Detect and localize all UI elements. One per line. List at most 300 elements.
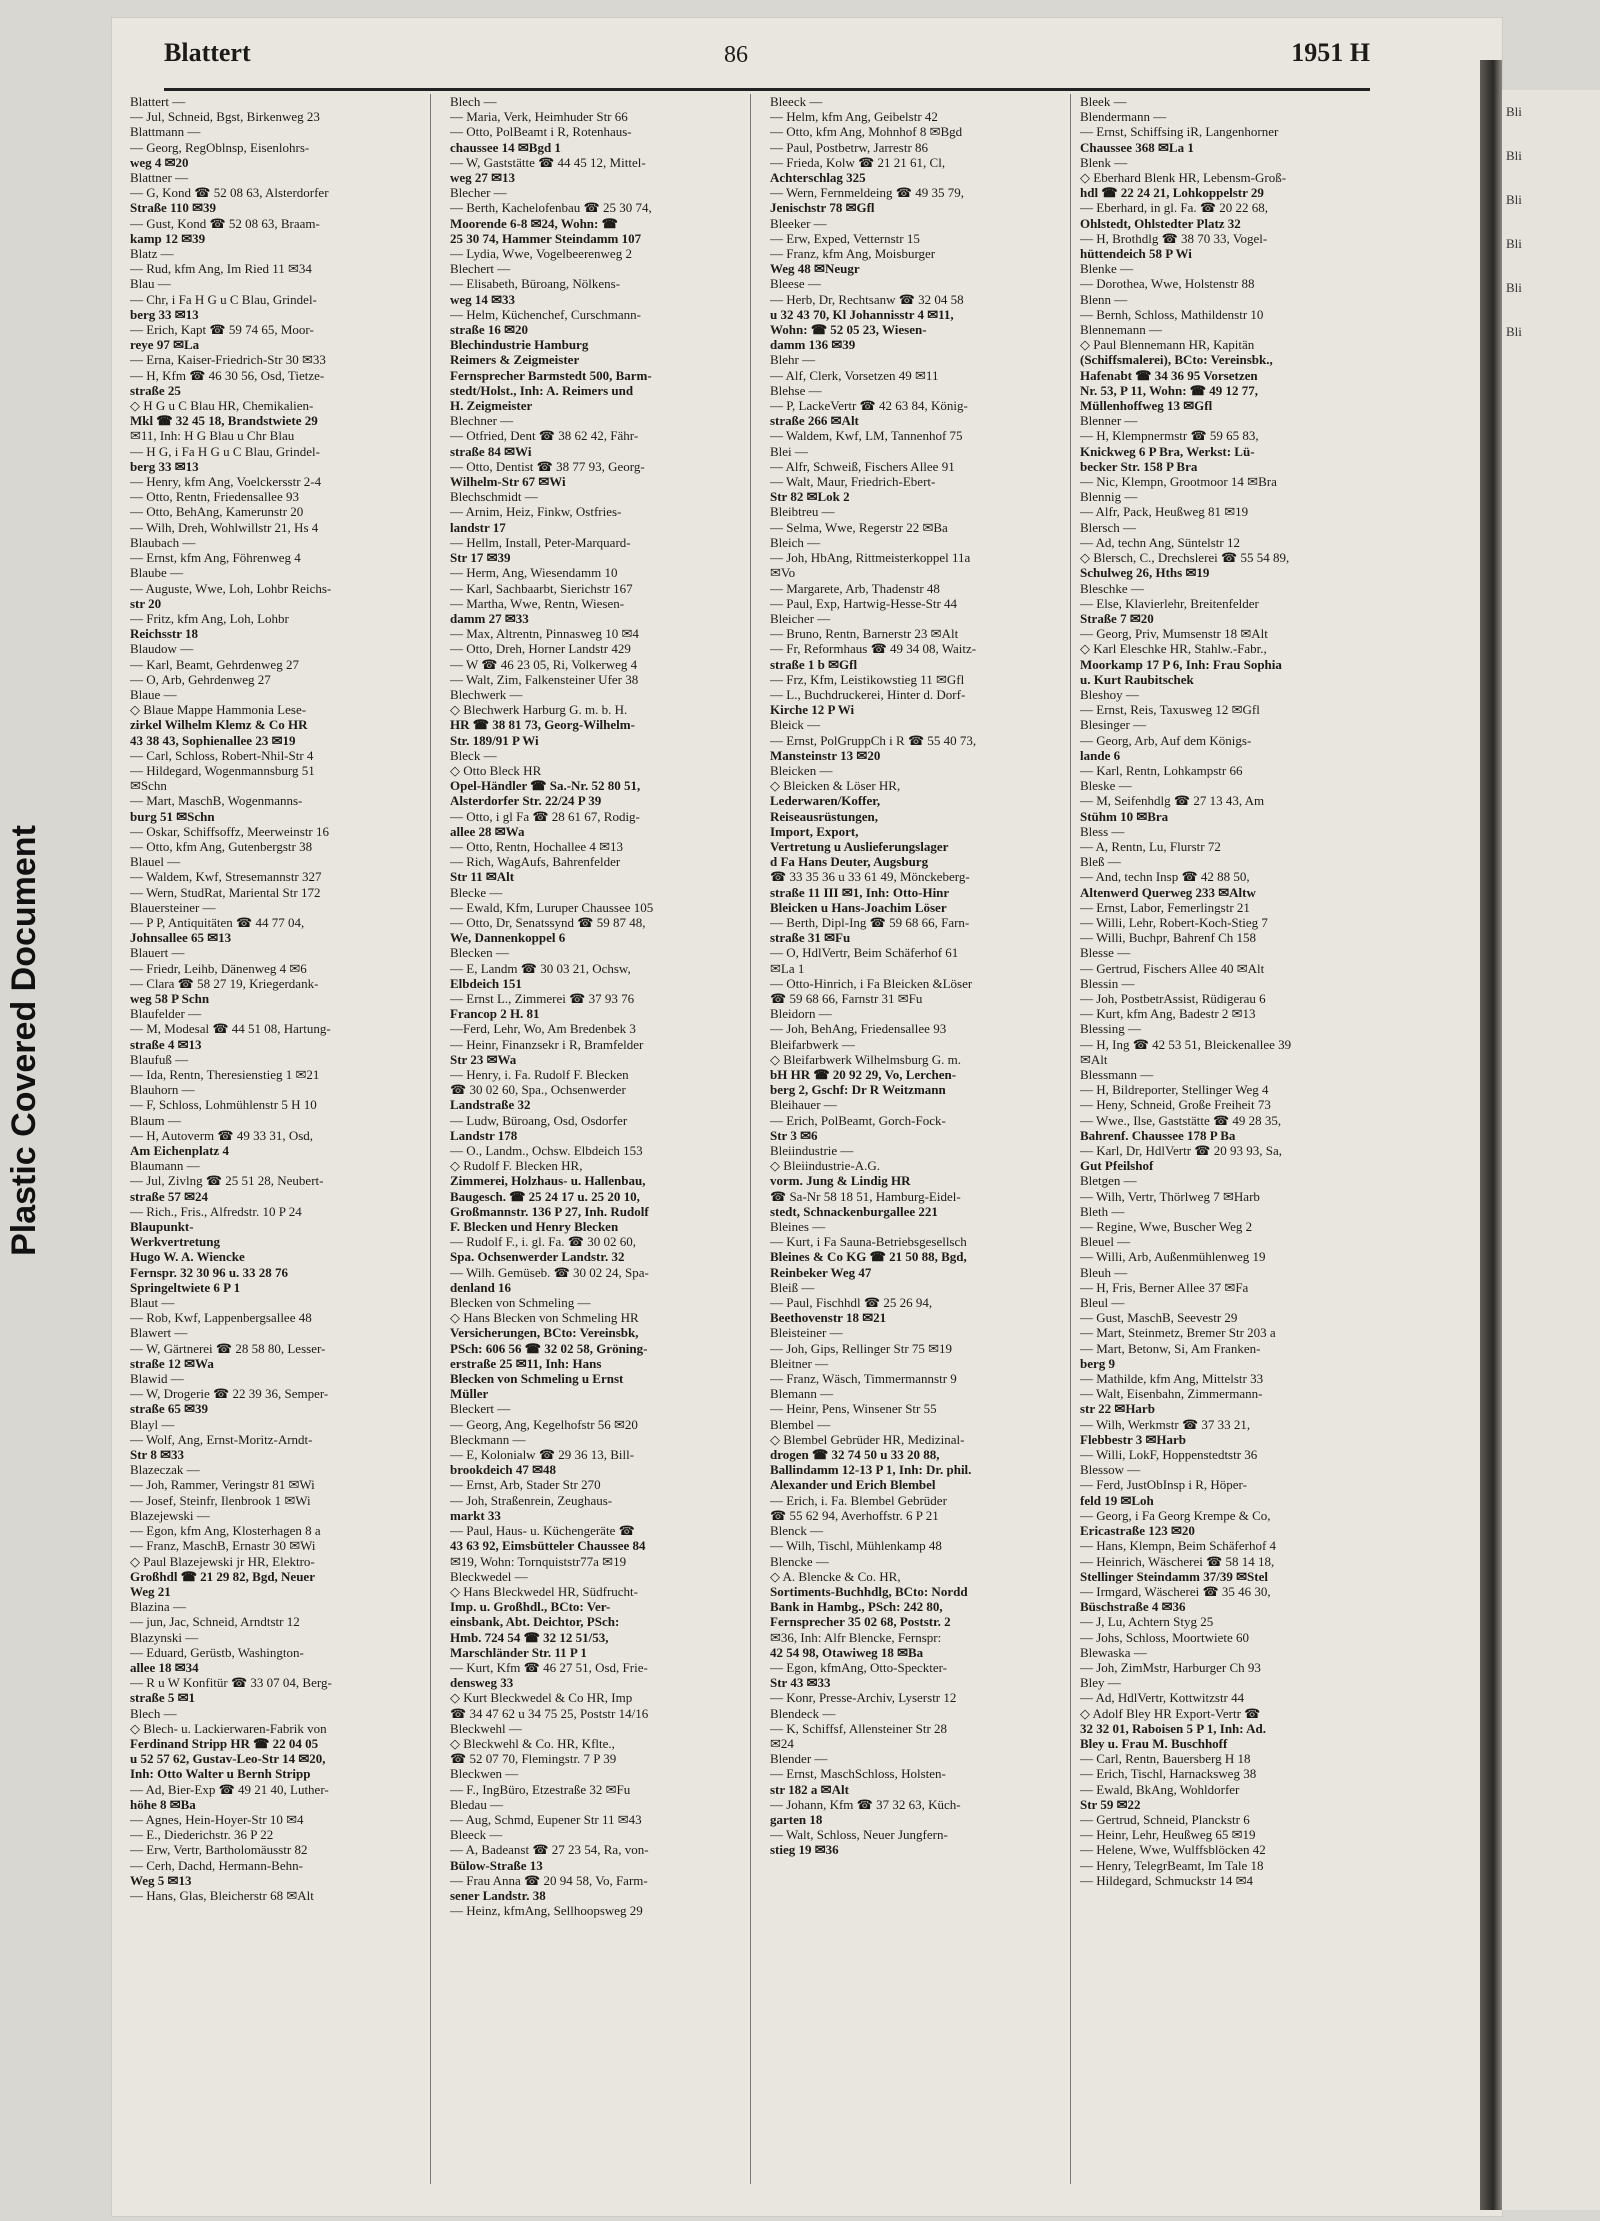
directory-line: — Otto-Hinrich, i Fa Bleicken &Löser bbox=[770, 975, 973, 991]
directory-line: u 52 57 62, Gustav-Leo-Str 14 ✉20, bbox=[130, 1751, 326, 1767]
directory-line: — Gertrud, Schneid, Planckstr 6 bbox=[1080, 1811, 1250, 1827]
directory-line: Blewaska — bbox=[1080, 1644, 1147, 1660]
next-page-fragment: Bli bbox=[1506, 280, 1522, 295]
directory-line: Blauersteiner — bbox=[130, 899, 216, 915]
directory-line: Bleiindustrie — bbox=[770, 1143, 854, 1159]
directory-line: Bleines & Co KG ☎ 21 50 88, Bgd, bbox=[770, 1249, 967, 1265]
directory-line: — Otto, PolBeamt i R, Rotenhaus- bbox=[450, 124, 632, 140]
directory-line: — Jul, Schneid, Bgst, Birkenweg 23 bbox=[130, 109, 320, 125]
directory-line: ◇ Bleifarbwerk Wilhelmsburg G. m. bbox=[770, 1051, 961, 1067]
directory-line: — Rob, Kwf, Lappenbergsallee 48 bbox=[130, 1310, 312, 1326]
directory-line: — Lydia, Wwe, Vogelbeerenweg 2 bbox=[450, 246, 632, 262]
directory-line: Fernsprecher 35 02 68, Poststr. 2 bbox=[770, 1614, 951, 1630]
directory-line: ✉La 1 bbox=[770, 960, 805, 976]
directory-line: straße 4 ✉13 bbox=[130, 1036, 202, 1052]
directory-line: — Otto, Dentist ☎ 38 77 93, Georg- bbox=[450, 458, 645, 474]
directory-line: — Franz, Wäsch, Timmermannstr 9 bbox=[770, 1371, 957, 1387]
directory-line: F. Blecken und Henry Blecken bbox=[450, 1219, 619, 1235]
directory-line: 25 30 74, Hammer Steindamm 107 bbox=[450, 230, 642, 246]
directory-line: — Otto, Dreh, Horner Landstr 429 bbox=[450, 641, 631, 657]
directory-line: — Clara ☎ 58 27 19, Kriegerdank- bbox=[130, 975, 319, 991]
directory-line: — Ernst L., Zimmerei ☎ 37 93 76 bbox=[450, 990, 635, 1006]
directory-line: Am Eichenplatz 4 bbox=[130, 1143, 229, 1159]
directory-line: einsbank, Abt. Deichtor, PSch: bbox=[450, 1614, 620, 1630]
directory-line: ◇ Blersch, C., Drechslerei ☎ 55 54 89, bbox=[1080, 550, 1290, 566]
directory-line: drogen ☎ 32 74 50 u 33 20 88, bbox=[770, 1447, 940, 1463]
plastic-cover-label bbox=[2, 760, 46, 1320]
directory-line: — Paul, Haus- u. Küchengeräte ☎ bbox=[450, 1523, 635, 1539]
directory-line: — Heinz, kfmAng, Sellhoopsweg 29 bbox=[450, 1903, 643, 1919]
directory-line: — Paul, Postbetrw, Jarrestr 86 bbox=[770, 139, 929, 155]
directory-line: Blech — bbox=[450, 94, 497, 109]
directory-line: ✉19, Wohn: Tornquiststr77a ✉19 bbox=[450, 1553, 627, 1569]
directory-line: Blau — bbox=[130, 276, 171, 292]
directory-line: Imp. u. Großhdl., BCto: Ver- bbox=[450, 1599, 611, 1615]
directory-line: — Elisabeth, Büroang, Nölkens- bbox=[450, 276, 621, 292]
directory-line: bH HR ☎ 20 92 29, Vo, Lerchen- bbox=[770, 1067, 957, 1082]
directory-line: — F., IngBüro, Etzestraße 32 ✉Fu bbox=[450, 1781, 631, 1797]
directory-line: — Walt, Schloss, Neuer Jungfern- bbox=[770, 1827, 948, 1843]
directory-line: — Alfr, Pack, Heußweg 81 ✉19 bbox=[1080, 504, 1249, 520]
directory-line: — Walt, Zim, Falkensteiner Ufer 38 bbox=[450, 671, 639, 687]
directory-line: Blennemann — bbox=[1080, 322, 1162, 338]
directory-line: ◇ Eberhard Blenk HR, Lebensm-Groß- bbox=[1080, 170, 1287, 186]
directory-line: u 32 43 70, Kl Johannisstr 4 ✉11, bbox=[770, 306, 954, 322]
directory-line: ✉Alt bbox=[1080, 1051, 1108, 1067]
directory-line: Hmb. 724 54 ☎ 32 12 51/53, bbox=[450, 1629, 609, 1645]
directory-line: Nr. 53, P 11, Wohn: ☎ 49 12 77, bbox=[1080, 382, 1259, 398]
directory-line: — And, techn Insp ☎ 42 88 50, bbox=[1080, 869, 1250, 885]
directory-line: — Otfried, Dent ☎ 38 62 42, Fähr- bbox=[450, 428, 639, 444]
directory-line: — E, Kolonialw ☎ 29 36 13, Bill- bbox=[450, 1447, 635, 1463]
directory-line: — Ernst, Labor, Femerlingstr 21 bbox=[1080, 899, 1250, 915]
directory-line: — Friedr, Leihb, Dänenweg 4 ✉6 bbox=[130, 960, 307, 976]
directory-line: — Otto, Rentn, Hochallee 4 ✉13 bbox=[450, 838, 623, 854]
directory-line: Blenner — bbox=[1080, 413, 1138, 429]
directory-line: Blessmann — bbox=[1080, 1067, 1154, 1082]
directory-line: Johnsallee 65 ✉13 bbox=[130, 930, 232, 946]
directory-line: — P, LackeVertr ☎ 42 63 84, König- bbox=[770, 398, 968, 414]
directory-line: HR ☎ 38 81 73, Georg-Wilhelm- bbox=[450, 717, 635, 733]
directory-line: höhe 8 ✉Ba bbox=[130, 1796, 196, 1812]
directory-line: Bleß — bbox=[1080, 854, 1121, 870]
next-page-edge bbox=[1502, 90, 1600, 2210]
directory-line: — P P, Antiquitäten ☎ 44 77 04, bbox=[130, 914, 305, 930]
directory-line: — Kurt, kfm Ang, Badestr 2 ✉13 bbox=[1080, 1006, 1256, 1022]
directory-line: — Wilh, Dreh, Wohlwillstr 21, Hs 4 bbox=[130, 519, 319, 535]
directory-line: Bleidorn — bbox=[770, 1006, 832, 1022]
directory-line: Blawert — bbox=[130, 1325, 188, 1341]
directory-line: — Joh, BehAng, Friedensallee 93 bbox=[770, 1021, 947, 1037]
directory-line: — Walt, Eisenbahn, Zimmermann- bbox=[1080, 1386, 1263, 1402]
directory-line: Blatz — bbox=[130, 246, 174, 262]
directory-line: Baugesch. ☎ 25 24 17 u. 25 20 10, bbox=[450, 1188, 640, 1204]
directory-line: straße 16 ✉20 bbox=[450, 322, 529, 338]
directory-line: Straße 110 ✉39 bbox=[130, 200, 217, 216]
directory-line: — Joh, Gips, Rellinger Str 75 ✉19 bbox=[770, 1340, 953, 1356]
directory-line: — Herm, Ang, Wiesendamm 10 bbox=[450, 565, 618, 581]
directory-line: Großmannstr. 136 P 27, Inh. Rudolf bbox=[450, 1203, 649, 1219]
directory-line: Straße 7 ✉20 bbox=[1080, 610, 1154, 626]
directory-line: Bleeck — bbox=[450, 1827, 503, 1843]
directory-line: Blazynski — bbox=[130, 1629, 199, 1645]
directory-columns bbox=[120, 94, 1370, 2184]
directory-line: Blender — bbox=[770, 1751, 828, 1767]
directory-line: markt 33 bbox=[450, 1507, 501, 1523]
directory-line: Blattmann — bbox=[130, 124, 201, 140]
directory-line: Ohlstedt, Ohlstedter Platz 32 bbox=[1080, 215, 1241, 231]
directory-line: ☎ 55 62 94, Averhoffstr. 6 P 21 bbox=[770, 1507, 939, 1523]
directory-line: — Nic, Klempn, Grootmoor 14 ✉Bra bbox=[1080, 474, 1277, 490]
directory-line: — Mart, Betonw, Si, Am Franken- bbox=[1080, 1340, 1261, 1356]
directory-line: Bleicken — bbox=[770, 762, 833, 778]
directory-line: Blauhorn — bbox=[130, 1082, 195, 1098]
directory-line: Str 17 ✉39 bbox=[450, 550, 511, 566]
directory-line: — R u W Konfitür ☎ 33 07 04, Berg- bbox=[130, 1675, 332, 1691]
directory-line: Blecken von Schmeling u Ernst bbox=[450, 1371, 624, 1387]
directory-line: Bleek — bbox=[1080, 94, 1127, 109]
directory-line: straße 57 ✉24 bbox=[130, 1188, 209, 1204]
directory-line: kamp 12 ✉39 bbox=[130, 230, 206, 246]
directory-line: ◇ Blech- u. Lackierwaren-Fabrik von bbox=[130, 1720, 327, 1736]
directory-line: ◇ A. Blencke & Co. HR, bbox=[770, 1568, 901, 1584]
directory-line: Landstraße 32 bbox=[450, 1097, 531, 1113]
directory-line: — Konr, Presse-Archiv, Lyserstr 12 bbox=[770, 1690, 957, 1706]
directory-line: — Frz, Kfm, Leistikowstieg 11 ✉Gfl bbox=[770, 671, 965, 687]
directory-line: Str 11 ✉Alt bbox=[450, 869, 515, 885]
directory-line: Inh: Otto Walter u Bernh Stripp bbox=[130, 1766, 311, 1782]
directory-line: Kirche 12 P Wi bbox=[770, 702, 855, 718]
directory-line: ◇ Paul Blennemann HR, Kapitän bbox=[1080, 337, 1255, 353]
directory-line: — Egon, kfm Ang, Klosterhagen 8 a bbox=[130, 1523, 321, 1539]
next-page-fragment: Bli bbox=[1506, 324, 1522, 339]
directory-line: 43 63 92, Eimsbütteler Chaussee 84 bbox=[450, 1538, 646, 1554]
directory-line: — Karl, Beamt, Gehrdenweg 27 bbox=[130, 656, 299, 672]
directory-line: Bleck — bbox=[450, 747, 497, 763]
directory-line: — Cerh, Dachd, Hermann-Behn- bbox=[130, 1857, 303, 1873]
directory-line: Blaumann — bbox=[130, 1158, 200, 1174]
directory-line: Blembel — bbox=[770, 1416, 831, 1432]
directory-line: — L., Buchdruckerei, Hinter d. Dorf- bbox=[770, 686, 966, 702]
directory-line: — Johs, Schloss, Moortwiete 60 bbox=[1080, 1629, 1249, 1645]
directory-line: ✉Vo bbox=[770, 565, 796, 581]
directory-line: Blessin — bbox=[1080, 975, 1135, 991]
directory-line: We, Dannenkoppel 6 bbox=[450, 930, 566, 946]
directory-line: Sortiments-Buchhdlg, BCto: Nordd bbox=[770, 1583, 968, 1599]
directory-line: — H, Fris, Berner Allee 37 ✉Fa bbox=[1080, 1279, 1249, 1295]
directory-line: Bleeker — bbox=[770, 215, 827, 231]
directory-line: stieg 19 ✉36 bbox=[770, 1842, 839, 1858]
directory-line: — Berth, Dipl-Ing ☎ 59 68 66, Farn- bbox=[770, 914, 970, 930]
directory-line: — Selma, Wwe, Regerstr 22 ✉Ba bbox=[770, 519, 948, 535]
directory-line: — Paul, Fischhdl ☎ 25 26 94, bbox=[770, 1295, 933, 1311]
directory-line: — Gust, MaschB, Seevestr 29 bbox=[1080, 1310, 1238, 1326]
directory-line: — Willi, Lehr, Robert-Koch-Stieg 7 bbox=[1080, 914, 1268, 930]
directory-line: straße 1 b ✉Gfl bbox=[770, 656, 858, 672]
directory-line: — Irmgard, Wäscherei ☎ 35 46 30, bbox=[1080, 1583, 1271, 1599]
page-number: 86 bbox=[724, 42, 748, 68]
directory-line: ☎ 34 47 62 u 34 75 25, Poststr 14/16 bbox=[450, 1705, 649, 1721]
directory-line: stedt/Holst., Inh: A. Reimers und bbox=[450, 382, 634, 398]
directory-line: — Wwe., Ilse, Gaststätte ☎ 49 28 35, bbox=[1080, 1112, 1282, 1128]
directory-line: — Otto, BehAng, Kamerunstr 20 bbox=[130, 504, 304, 520]
directory-line: — Willi, LokF, Hoppenstedtstr 36 bbox=[1080, 1447, 1258, 1463]
directory-line: — Heinrich, Wäscherei ☎ 58 14 18, bbox=[1080, 1553, 1275, 1569]
directory-line: — Auguste, Wwe, Loh, Lohbr Reichs- bbox=[130, 580, 332, 596]
directory-line: ☎ 33 35 36 u 33 61 49, Mönckeberg- bbox=[770, 869, 970, 885]
directory-line: — Fritz, kfm Ang, Loh, Lohbr bbox=[130, 610, 289, 626]
directory-line: Blaubach — bbox=[130, 534, 196, 550]
directory-line: densweg 33 bbox=[450, 1675, 514, 1691]
directory-line: ◇ Otto Bleck HR bbox=[450, 762, 542, 778]
directory-line: — Alf, Clerk, Vorsetzen 49 ✉11 bbox=[770, 367, 939, 383]
directory-line: ◇ Blaue Mappe Hammonia Lese- bbox=[130, 702, 307, 718]
directory-line: PSch: 606 56 ☎ 32 02 58, Gröning- bbox=[450, 1340, 648, 1356]
directory-line: Blech — bbox=[130, 1705, 177, 1721]
directory-line: Import, Export, bbox=[770, 823, 859, 839]
directory-line: Blenn — bbox=[1080, 291, 1128, 307]
directory-line: Hugo W. A. Wiencke bbox=[130, 1249, 245, 1265]
directory-line: straße 84 ✉Wi bbox=[450, 443, 532, 459]
directory-line: Landstr 178 bbox=[450, 1127, 518, 1143]
directory-line: Stellinger Steindamm 37/39 ✉Stel bbox=[1080, 1568, 1268, 1584]
directory-line: Büschstraße 4 ✉36 bbox=[1080, 1599, 1186, 1615]
directory-line: — Heny, Schneid, Große Freiheit 73 bbox=[1080, 1097, 1271, 1113]
directory-line: Bleuel — bbox=[1080, 1234, 1131, 1250]
directory-line: — Joh, HbAng, Rittmeisterkoppel 11a bbox=[770, 550, 971, 566]
directory-line: Achterschlag 325 bbox=[770, 170, 866, 186]
directory-line: — Erw, Vertr, Bartholomäusstr 82 bbox=[130, 1842, 308, 1858]
directory-line: Blenck — bbox=[770, 1523, 824, 1539]
directory-line: Bleitner — bbox=[770, 1355, 829, 1371]
directory-line: hüttendeich 58 P Wi bbox=[1080, 246, 1192, 262]
directory-line: — Otto, i gl Fa ☎ 28 61 67, Rodig- bbox=[450, 808, 640, 824]
directory-line: Bleckert — bbox=[450, 1401, 511, 1417]
directory-line: Blehse — bbox=[770, 382, 822, 398]
directory-line: — Willi, Buchpr, Bahrenf Ch 158 bbox=[1080, 930, 1257, 946]
directory-line: Spa. Ochsenwerder Landstr. 32 bbox=[450, 1249, 625, 1265]
directory-line: Blennig — bbox=[1080, 489, 1138, 505]
directory-line: Str. 189/91 P Wi bbox=[450, 732, 539, 748]
directory-line: — Agnes, Hein-Hoyer-Str 10 ✉4 bbox=[130, 1811, 304, 1827]
directory-line: — Frieda, Kolw ☎ 21 21 61, Cl, bbox=[770, 154, 946, 170]
directory-line: Ericastraße 123 ✉20 bbox=[1080, 1523, 1195, 1539]
directory-line: — Johann, Kfm ☎ 37 32 63, Küch- bbox=[770, 1796, 961, 1812]
directory-line: Wohn: ☎ 52 05 23, Wiesen- bbox=[770, 322, 927, 338]
directory-line: Jenischstr 78 ✉Gfl bbox=[770, 200, 875, 216]
directory-line: — Mart, MaschB, Wogenmanns- bbox=[130, 793, 303, 809]
directory-line: Bleines — bbox=[770, 1219, 826, 1235]
directory-line: Ferdinand Stripp HR ☎ 22 04 05 bbox=[130, 1735, 319, 1751]
directory-line: — Ferd, JustObInsp i R, Höper- bbox=[1080, 1477, 1247, 1493]
directory-line: ◇ Karl Eleschke HR, Stahlw.-Fabr., bbox=[1080, 641, 1267, 657]
directory-line: Blaufelder — bbox=[130, 1006, 202, 1022]
directory-line: straße 266 ✉Alt bbox=[770, 413, 859, 429]
directory-line: — Ernst, Arb, Stader Str 270 bbox=[450, 1477, 601, 1493]
directory-line: Blemann — bbox=[770, 1386, 834, 1402]
directory-line: ☎ 52 07 70, Flemingstr. 7 P 39 bbox=[450, 1751, 617, 1767]
directory-line: — W ☎ 46 23 05, Ri, Volkerweg 4 bbox=[450, 656, 638, 672]
directory-line: — Alfr, Schweiß, Fischers Allee 91 bbox=[770, 458, 955, 474]
next-page-fragment: Bli bbox=[1506, 104, 1522, 119]
directory-line: Mansteinstr 13 ✉20 bbox=[770, 747, 881, 763]
directory-line: ◇ Adolf Bley HR Export-Vertr ☎ bbox=[1080, 1705, 1261, 1721]
directory-line: — Erw, Exped, Vetternstr 15 bbox=[770, 230, 920, 246]
directory-line: hdl ☎ 22 24 21, Lohkoppelstr 29 bbox=[1080, 185, 1264, 201]
directory-line: — Georg, RegOblnsp, Eisenlohrs- bbox=[130, 139, 310, 155]
directory-line: Bless — bbox=[1080, 823, 1125, 839]
directory-line: Bleicher — bbox=[770, 610, 831, 626]
directory-line: Blauel — bbox=[130, 854, 181, 870]
next-page-fragment: Bli bbox=[1506, 236, 1522, 251]
directory-line: — jun, Jac, Schneid, Arndtstr 12 bbox=[130, 1614, 300, 1630]
directory-line: Blencke — bbox=[770, 1553, 829, 1569]
directory-line: — Erich, Tischl, Harnacksweg 38 bbox=[1080, 1766, 1257, 1782]
directory-line: Blechschmidt — bbox=[450, 489, 538, 505]
directory-line: Beethovenstr 18 ✉21 bbox=[770, 1310, 887, 1326]
directory-line: berg 2, Gschf: Dr R Weitzmann bbox=[770, 1082, 946, 1098]
directory-line: Str 82 ✉Lok 2 bbox=[770, 489, 850, 505]
directory-line: — Waldem, Kwf, LM, Tannenhof 75 bbox=[770, 428, 963, 444]
directory-line: Blaum — bbox=[130, 1112, 181, 1128]
directory-line: Bleick — bbox=[770, 717, 821, 733]
directory-line: Reimers & Zeigmeister bbox=[450, 352, 580, 368]
directory-line: straße 12 ✉Wa bbox=[130, 1355, 214, 1371]
directory-line: — Eduard, Gerüstb, Washington- bbox=[130, 1644, 304, 1660]
directory-line: 43 38 43, Sophienallee 23 ✉19 bbox=[130, 732, 296, 748]
directory-line: Reinbeker Weg 47 bbox=[770, 1264, 872, 1280]
directory-line: Stühm 10 ✉Bra bbox=[1080, 808, 1169, 824]
directory-line: ◇ Bleiindustrie-A.G. bbox=[770, 1158, 881, 1174]
directory-line: Werkvertretung bbox=[130, 1234, 221, 1250]
directory-line: — Otto, kfm Ang, Mohnhof 8 ✉Bgd bbox=[770, 124, 963, 140]
directory-line: — Karl, Rentn, Lohkampstr 66 bbox=[1080, 762, 1243, 778]
directory-line: garten 18 bbox=[770, 1811, 823, 1827]
directory-line: Chaussee 368 ✉La 1 bbox=[1080, 139, 1194, 155]
directory-line: — Egon, kfmAng, Otto-Speckter- bbox=[770, 1659, 948, 1675]
directory-line: — Jul, Zivlng ☎ 25 51 28, Neubert- bbox=[130, 1173, 324, 1189]
directory-line: Blessing — bbox=[1080, 1021, 1142, 1037]
directory-line: (Schiffsmalerei), BCto: Vereinsbk., bbox=[1080, 352, 1273, 368]
directory-line: — Berth, Kachelofenbau ☎ 25 30 74, bbox=[450, 200, 652, 216]
directory-line: — Henry, i. Fa. Rudolf F. Blecken bbox=[450, 1067, 629, 1082]
directory-line: Marschländer Str. 11 P 1 bbox=[450, 1644, 587, 1660]
directory-line: — Regine, Wwe, Buscher Weg 2 bbox=[1080, 1219, 1253, 1235]
directory-line: — J, Lu, Achtern Styg 25 bbox=[1080, 1614, 1214, 1630]
directory-line: — Heinr, Finanzsekr i R, Bramfelder bbox=[450, 1036, 644, 1052]
directory-line: damm 27 ✉33 bbox=[450, 610, 529, 626]
directory-line: — Walt, Maur, Friedrich-Ebert- bbox=[770, 474, 936, 490]
directory-line: str 20 bbox=[130, 595, 162, 611]
directory-line: Bleckmann — bbox=[450, 1431, 526, 1447]
directory-line: Müllenhoffweg 13 ✉Gfl bbox=[1080, 398, 1213, 414]
directory-line: — Ernst, Schiffsing iR, Langenhorner bbox=[1080, 124, 1279, 140]
directory-line: Blendermann — bbox=[1080, 109, 1167, 125]
book-gutter bbox=[1480, 60, 1502, 2210]
directory-line: — Joh, ZimMstr, Harburger Ch 93 bbox=[1080, 1659, 1261, 1675]
directory-column-4 bbox=[1080, 94, 1370, 2184]
directory-line: Blaube — bbox=[130, 565, 184, 581]
directory-line: — Ad, techn Ang, Süntelstr 12 bbox=[1080, 534, 1240, 550]
directory-line: berg 9 bbox=[1080, 1355, 1116, 1371]
directory-line: — Margarete, Arb, Thadenstr 48 bbox=[770, 580, 940, 596]
directory-line: — Fr, Reformhaus ☎ 49 34 08, Waitz- bbox=[770, 641, 977, 657]
directory-line: — Wilh, Werkmstr ☎ 37 33 21, bbox=[1080, 1416, 1251, 1432]
directory-line: feld 19 ✉Loh bbox=[1080, 1492, 1154, 1508]
directory-line: Bleske — bbox=[1080, 778, 1132, 794]
directory-line: ◇ Bleicken & Löser HR, bbox=[770, 778, 901, 794]
directory-line: allee 18 ✉34 bbox=[130, 1659, 199, 1675]
directory-line: reye 97 ✉La bbox=[130, 337, 200, 353]
directory-line: — Franz, MaschB, Ernastr 30 ✉Wi bbox=[130, 1538, 316, 1554]
directory-line: Altenwerd Querweg 233 ✉Altw bbox=[1080, 884, 1256, 900]
directory-line: ☎ 30 02 60, Spa., Ochsenwerder bbox=[450, 1082, 626, 1098]
directory-line: Müller bbox=[450, 1386, 489, 1402]
directory-line: — H, Ing ☎ 42 53 51, Bleickenallee 39 bbox=[1080, 1036, 1292, 1052]
directory-line: Opel-Händler ☎ Sa.-Nr. 52 80 51, bbox=[450, 778, 641, 794]
directory-line: — Ewald, BkAng, Wohldorfer bbox=[1080, 1781, 1240, 1797]
directory-line: Blattert — bbox=[130, 94, 186, 109]
directory-line: — Henry, kfm Ang, Voelckersstr 2-4 bbox=[130, 474, 322, 490]
directory-line: ✉11, Inh: H G Blau u Chr Blau bbox=[130, 428, 295, 444]
directory-line: becker Str. 158 P Bra bbox=[1080, 458, 1198, 474]
directory-line: Bley u. Frau M. Buschhoff bbox=[1080, 1735, 1228, 1751]
directory-line: — Wern, StudRat, Mariental Str 172 bbox=[130, 884, 321, 900]
directory-line: Str 43 ✉33 bbox=[770, 1675, 831, 1691]
directory-line: vorm. Jung & Lindig HR bbox=[770, 1173, 911, 1189]
directory-line: — O, Arb, Gehrdenweg 27 bbox=[130, 671, 271, 687]
directory-line: Flebbestr 3 ✉Harb bbox=[1080, 1431, 1186, 1447]
directory-line: — Ida, Rentn, Theresienstieg 1 ✉21 bbox=[130, 1067, 320, 1082]
directory-line: chaussee 14 ✉Bgd 1 bbox=[450, 139, 561, 155]
directory-line: Bleeck — bbox=[770, 94, 823, 109]
directory-line: Moorkamp 17 P 6, Inh: Frau Sophia bbox=[1080, 656, 1282, 672]
directory-line: Vertretung u Auslieferungslager bbox=[770, 838, 949, 854]
directory-line: sener Landstr. 38 bbox=[450, 1887, 546, 1903]
directory-line: — Georg, Arb, Auf dem Königs- bbox=[1080, 732, 1252, 748]
directory-line: weg 14 ✉33 bbox=[450, 291, 516, 307]
directory-line: Francop 2 H. 81 bbox=[450, 1006, 540, 1022]
directory-line: — Chr, i Fa H G u C Blau, Grindel- bbox=[130, 291, 317, 307]
directory-line: Bank in Hambg., PSch: 242 80, bbox=[770, 1599, 943, 1615]
directory-column-2 bbox=[450, 94, 751, 2184]
directory-line: weg 58 P Schn bbox=[130, 990, 210, 1006]
plastic-cover-text: Plastic Covered Document bbox=[4, 824, 43, 1256]
directory-line: Bleisteiner — bbox=[770, 1325, 843, 1341]
directory-line: Blecken von Schmeling — bbox=[450, 1295, 591, 1311]
directory-line: — Hans, Glas, Bleicherstr 68 ✉Alt bbox=[130, 1887, 314, 1903]
directory-line: — Max, Altrentn, Pinnasweg 10 ✉4 bbox=[450, 626, 639, 642]
running-head-left: Blattert bbox=[164, 38, 251, 67]
directory-line: Bleul — bbox=[1080, 1295, 1125, 1311]
directory-line: Blaue — bbox=[130, 686, 177, 702]
directory-line: 42 54 98, Otawiweg 18 ✉Ba bbox=[770, 1644, 924, 1660]
directory-line: brookdeich 47 ✉48 bbox=[450, 1462, 556, 1478]
directory-line: — Erich, PolBeamt, Gorch-Fock- bbox=[770, 1112, 946, 1128]
directory-line: — Carl, Schloss, Robert-Nhil-Str 4 bbox=[130, 747, 314, 763]
directory-line: — Helm, kfm Ang, Geibelstr 42 bbox=[770, 109, 938, 125]
directory-line: — M, Modesal ☎ 44 51 08, Hartung- bbox=[130, 1021, 331, 1037]
directory-line: Fernspr. 32 30 96 u. 33 28 76 bbox=[130, 1264, 289, 1280]
directory-line: ☎ Sa-Nr 58 18 51, Hamburg-Eidel- bbox=[770, 1188, 961, 1204]
directory-line: — Erich, Kapt ☎ 59 74 65, Moor- bbox=[130, 322, 314, 338]
directory-line: — Ad, Bier-Exp ☎ 49 21 40, Luther- bbox=[130, 1781, 329, 1797]
directory-line: berg 33 ✉13 bbox=[130, 458, 199, 474]
directory-line: — Willi, Arb, Außenmühlenweg 19 bbox=[1080, 1249, 1266, 1265]
directory-line: Schulweg 26, Hths ✉19 bbox=[1080, 565, 1210, 581]
directory-line: — Waldem, Kwf, Stresemannstr 327 bbox=[130, 869, 322, 885]
directory-line: stedt, Schnackenburgallee 221 bbox=[770, 1203, 938, 1219]
